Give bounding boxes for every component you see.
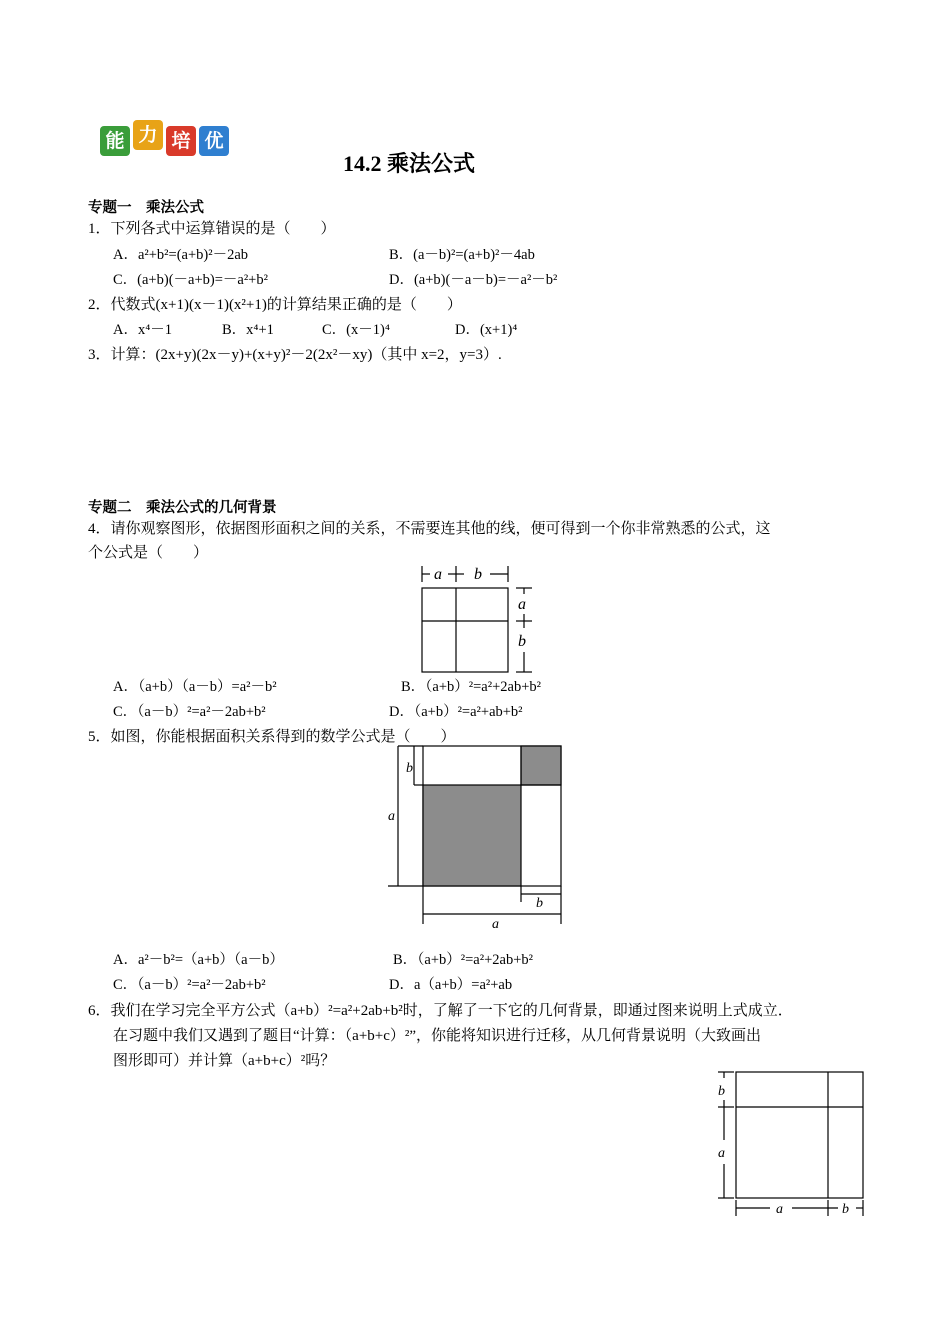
- q2-option-b: B．x⁴+1: [222, 322, 274, 338]
- q5-option-a: A．a²－b²=（a+b）（a－b）: [113, 952, 284, 968]
- q4-option-c: C．（a－b）²=a²－2ab+b²: [113, 704, 266, 720]
- q5-label-a-left: a: [388, 809, 395, 824]
- q4-label-a-side: a: [518, 596, 526, 613]
- q4-option-a: A．（a+b）（a－b）=a²－b²: [113, 679, 277, 695]
- q4-stem-line-2: 个公式是（ ）: [88, 545, 209, 561]
- q5-shaded-big-square: [423, 785, 521, 886]
- q5-shaded-small-square: [521, 746, 561, 785]
- q5-figure: [384, 742, 570, 932]
- q5-option-d: D．a（a+b）=a²+ab: [389, 977, 513, 993]
- q6-line-3: 图形即可）并计算（a+b+c）²吗？: [113, 1053, 336, 1069]
- q4-label-b-top: b: [474, 566, 482, 583]
- q4-label-b-side: b: [518, 633, 526, 650]
- q6-label-b-bottom: b: [842, 1202, 849, 1217]
- q6-line-1: 6．我们在学习完全平方公式（a+b）²=a²+2ab+b²时，了解了一下它的几何背景，即通过图来说明上式成立．: [88, 1003, 793, 1019]
- q1-option-a: A．a²+b²=(a+b)²－2ab: [113, 247, 249, 263]
- q6-figure: [708, 1064, 868, 1222]
- q5-label-b-bottom: b: [536, 896, 543, 911]
- q6-label-b-left: b: [718, 1084, 725, 1099]
- q2-option-c: C．(x－1)⁴: [322, 322, 390, 338]
- logo: [100, 120, 232, 164]
- logo-char-2: 力: [133, 120, 163, 150]
- q1-stem: 1．下列各式中运算错误的是（ ）: [88, 221, 336, 237]
- logo-char-3: 培: [166, 126, 196, 156]
- section-2-heading: 专题二 乘法公式的几何背景: [88, 500, 277, 516]
- q5-option-b: B．（a+b）²=a²+2ab+b²: [393, 952, 533, 968]
- logo-char-4: 优: [199, 126, 229, 156]
- q6-label-a-left: a: [718, 1146, 725, 1161]
- q3-stem: 3．计算：(2x+y)(2x－y)+(x+y)²－2(2x²－xy)（其中 x=2，y=3）.: [88, 347, 502, 363]
- page-title: 14.2 乘法公式: [343, 151, 476, 176]
- q5-label-a-bottom: a: [492, 917, 499, 932]
- q1-option-b: B．(a－b)²=(a+b)²－4ab: [389, 247, 535, 263]
- q4-outer-square: [422, 588, 508, 672]
- q6-outer-square: [736, 1072, 863, 1198]
- q4-label-a-top: a: [434, 566, 442, 583]
- q1-option-d: D．(a+b)(－a－b)=－a²－b²: [389, 272, 558, 288]
- q2-option-d: D．(x+1)⁴: [455, 322, 518, 338]
- section-1-heading: 专题一 乘法公式: [88, 200, 204, 216]
- q4-stem-line-1: 4．请你观察图形，依据图形面积之间的关系，不需要连其他的线，便可得到一个你非常熟悉的公式，这: [88, 521, 771, 537]
- q6-label-a-bottom: a: [776, 1202, 783, 1217]
- q6-line-2: 在习题中我们又遇到了题目“计算：（a+b+c）²”，你能将知识进行迁移，从几何背景说明（大致画出: [113, 1028, 762, 1044]
- q1-option-c: C．(a+b)(－a+b)=－a²+b²: [113, 272, 268, 288]
- q4-option-d: D．（a+b）²=a²+ab+b²: [389, 704, 523, 720]
- q2-option-a: A．x⁴－1: [113, 322, 173, 338]
- q4-option-b: B．（a+b）²=a²+2ab+b²: [401, 679, 541, 695]
- q5-stem: 5．如图，你能根据面积关系得到的数学公式是（ ）: [88, 729, 456, 745]
- q5-option-c: C．（a－b）²=a²－2ab+b²: [113, 977, 266, 993]
- q5-label-b-left: b: [406, 761, 413, 776]
- logo-char-1: 能: [100, 126, 130, 156]
- q4-figure: [412, 560, 542, 678]
- q2-stem: 2．代数式(x+1)(x－1)(x²+1)的计算结果正确的是（ ）: [88, 297, 462, 313]
